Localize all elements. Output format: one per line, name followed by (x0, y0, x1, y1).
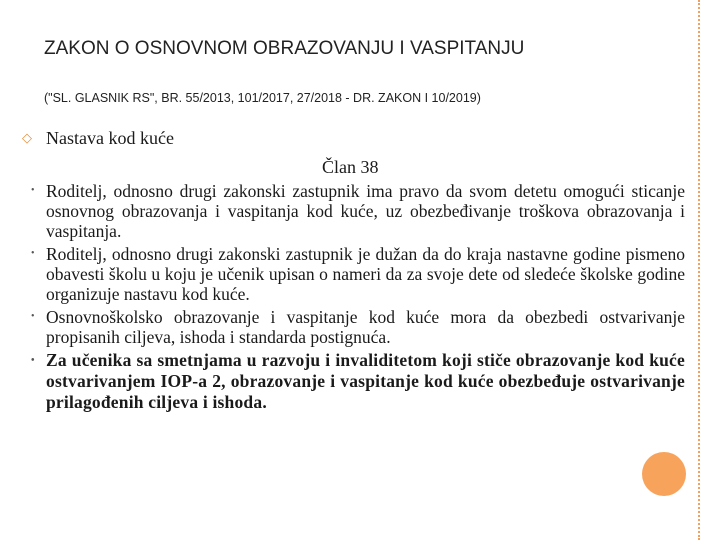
list-item (0, 307, 690, 347)
paragraph-list (0, 181, 690, 416)
paragraph-text: Roditelj, odnosno drugi zakonski zastupnik ima pravo da svom detetu omogući sticanje osnovnog obrazovanja i vaspitanja kod kuće, uz obezbeđivanje troškova obrazovanja i vaspitanja. (46, 181, 685, 241)
slide-title: ZAKON O OSNOVNOM OBRAZOVANJU I VASPITANJU (44, 38, 525, 59)
list-item (0, 244, 690, 304)
topic-label: Nastava kod kuće (46, 128, 174, 148)
bullet-icon: • (31, 248, 35, 259)
bullet-icon: • (31, 311, 35, 322)
paragraph-text: Roditelj, odnosno drugi zakonski zastupnik je dužan da do kraja nastavne godine pismeno obavesti školu u koju je učenik upisan o nameri da za svoje dete od sledeće školske godine organizuje nastavu kod kuće. (46, 244, 685, 304)
list-item (0, 181, 690, 241)
list-item (0, 350, 690, 413)
paragraph-text: Za učenika sa smetnjama u razvoju i invaliditetom koji stiče obrazovanje kod kuće ostvarivanjem IOP-a 2, obrazovanje i vaspitanje kod kuće obezbeđuje ostvarivanje prilagođenih ciljeva i ishoda. (46, 350, 685, 412)
decorative-orange-circle (642, 452, 686, 496)
article-number: Član 38 (322, 157, 379, 177)
decorative-dotted-rule (698, 0, 700, 540)
bullet-icon: • (31, 355, 35, 366)
diamond-bullet-icon: ◇ (22, 130, 32, 145)
bullet-icon: • (31, 185, 35, 196)
paragraph-text: Osnovnoškolsko obrazovanje i vaspitanje kod kuće mora da obezbedi ostvarivanje propisanih ciljeva, ishoda i standarda postignuća. (46, 307, 685, 347)
law-citation: ("SL. GLASNIK RS", BR. 55/2013, 101/2017, 27/2018 - DR. ZAKON I 10/2019) (44, 91, 481, 105)
